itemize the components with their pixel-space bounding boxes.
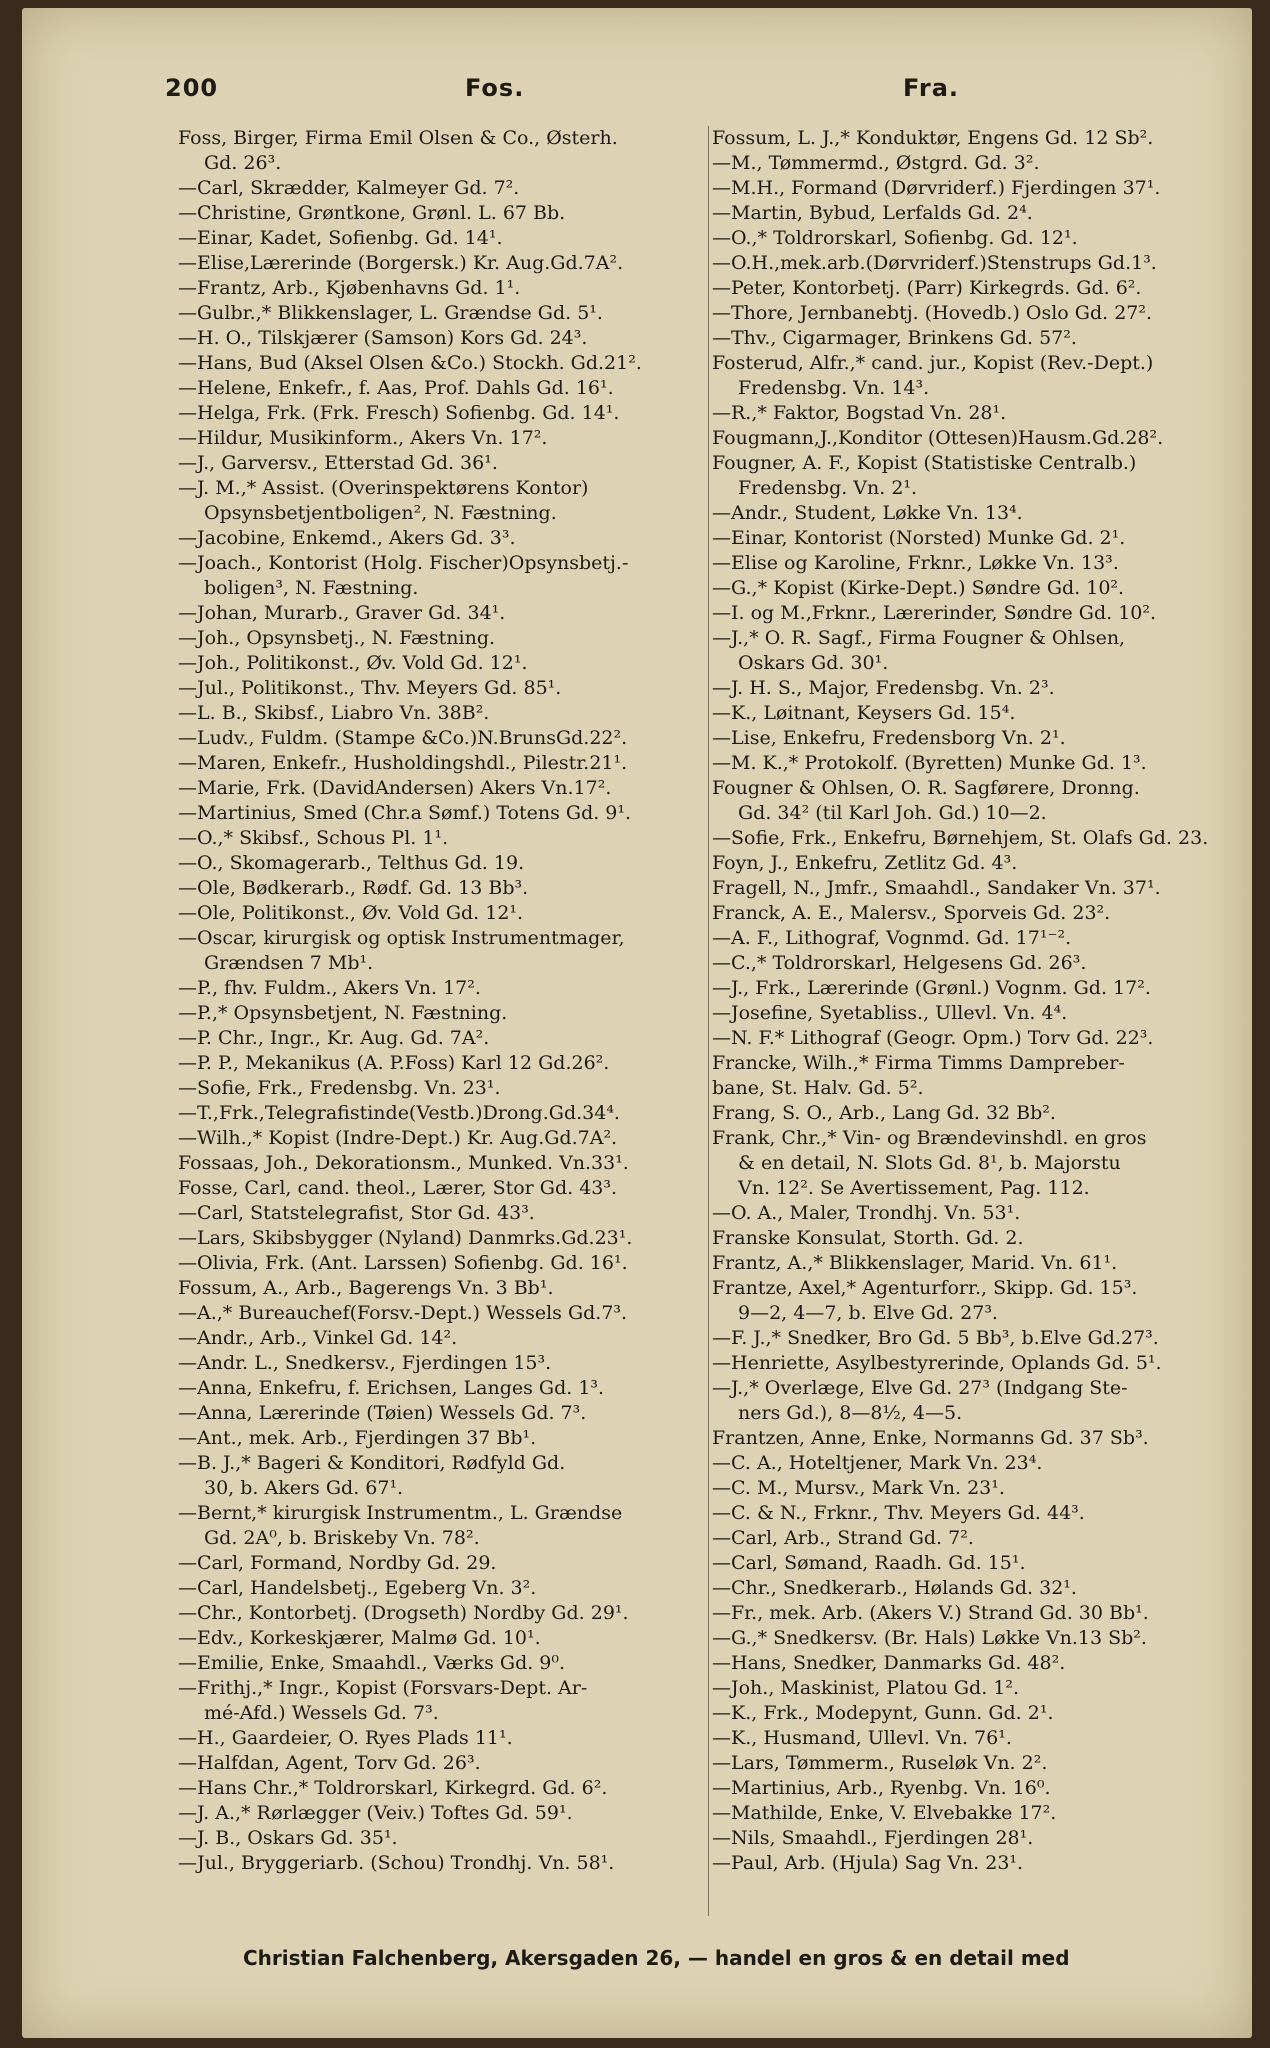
directory-entry-line: Francke, Wilh.,* Firma Timms Dampreber-: [712, 1052, 1125, 1074]
directory-entry-line: —Jul., Bryggeriarb. (Schou) Trondhj. Vn. 58¹.: [178, 1852, 615, 1874]
directory-entry-line: —Olivia, Frk. (Ant. Larssen) Sofienbg. Gd. 16¹.: [178, 1252, 628, 1274]
page-header: [165, 74, 1225, 114]
directory-entry-line: Fragell, N., Jmfr., Smaahdl., Sandaker Vn. 37¹.: [712, 877, 1161, 899]
directory-entry-line: —Johan, Murarb., Graver Gd. 34¹.: [178, 602, 506, 624]
directory-entry-line: —K., Frk., Modepynt, Gunn. Gd. 2¹.: [712, 1702, 1054, 1724]
directory-entry-line: —Jacobine, Enkemd., Akers Gd. 3³.: [178, 527, 516, 549]
directory-entry-line: —O.H.,mek.arb.(Dørvriderf.)Stenstrups Gd.1³.: [712, 252, 1157, 274]
directory-entry-line: —Ant., mek. Arb., Fjerdingen 37 Bb¹.: [178, 1427, 537, 1449]
directory-entry-line: —Edv., Korkeskjærer, Malmø Gd. 10¹.: [178, 1627, 541, 1649]
directory-entry-line: —Joach., Kontorist (Holg. Fischer)Opsynsbetj.-: [178, 552, 629, 574]
directory-entry-line: —Bernt,* kirurgisk Instrumentm., L. Grændse: [178, 1502, 623, 1524]
page-number: 200: [165, 74, 219, 102]
directory-entry-line: —L. B., Skibsf., Liabro Vn. 38B².: [178, 702, 490, 724]
directory-entry-line: —Martinius, Arb., Ryenbg. Vn. 16⁰.: [712, 1777, 1051, 1799]
directory-entry-line: —G.,* Kopist (Kirke-Dept.) Søndre Gd. 10².: [712, 577, 1125, 599]
directory-entry-line: —R.,* Faktor, Bogstad Vn. 28¹.: [712, 402, 1007, 424]
directory-entry-line: Foss, Birger, Firma Emil Olsen & Co., Østerh.: [178, 127, 618, 149]
directory-entry-line: —C.,* Toldrorskarl, Helgesens Gd. 26³.: [712, 952, 1087, 974]
directory-entry-line: Franck, A. E., Malersv., Sporveis Gd. 23².: [712, 902, 1111, 924]
directory-entry-line: Fossum, A., Arb., Bagerengs Vn. 3 Bb¹.: [178, 1277, 554, 1299]
directory-entry-line: & en detail, N. Slots Gd. 8¹, b. Majorstu: [738, 1152, 1121, 1174]
directory-entry-line: bane, St. Halv. Gd. 5².: [712, 1077, 924, 1099]
directory-entry-line: —Frithj.,* Ingr., Kopist (Forsvars-Dept. Ar-: [178, 1677, 588, 1699]
directory-entry-line: Oskars Gd. 30¹.: [738, 652, 889, 674]
directory-entry-line: —P. Chr., Ingr., Kr. Aug. Gd. 7A².: [178, 1027, 490, 1049]
directory-entry-line: —O., Skomagerarb., Telthus Gd. 19.: [178, 852, 525, 874]
directory-entry-line: —P., fhv. Fuldm., Akers Vn. 17².: [178, 977, 481, 999]
directory-entry-line: 9—2, 4—7, b. Elve Gd. 27³.: [738, 1302, 998, 1324]
directory-entry-line: —Henriette, Asylbestyrerinde, Oplands Gd. 5¹.: [712, 1352, 1162, 1374]
directory-entry-line: Fosse, Carl, cand. theol., Lærer, Stor Gd. 43³.: [178, 1177, 618, 1199]
directory-entry-line: —B. J.,* Bageri & Konditori, Rødfyld Gd.: [178, 1452, 566, 1474]
directory-entry-line: —Einar, Kontorist (Norsted) Munke Gd. 2¹.: [712, 527, 1126, 549]
directory-entry-line: —Chr., Snedkerarb., Hølands Gd. 32¹.: [712, 1577, 1077, 1599]
directory-entry-line: —C. M., Mursv., Mark Vn. 23¹.: [712, 1477, 1005, 1499]
directory-entry-line: —T.,Frk.,Telegrafistinde(Vestb.)Drong.Gd.34⁴.: [178, 1102, 620, 1124]
directory-entry-line: —Carl, Skrædder, Kalmeyer Gd. 7².: [178, 177, 520, 199]
directory-entry-line: —J. M.,* Assist. (Overinspektørens Kontor): [178, 477, 589, 499]
directory-entry-line: —Carl, Sømand, Raadh. Gd. 15¹.: [712, 1552, 1026, 1574]
directory-entry-line: —J., Frk., Lærerinde (Grønl.) Vognm. Gd. 17².: [712, 977, 1151, 999]
directory-entry-line: —Halfdan, Agent, Torv Gd. 26³.: [178, 1752, 481, 1774]
directory-entry-line: —J.,* Overlæge, Elve Gd. 27³ (Indgang Ste-: [712, 1377, 1128, 1399]
directory-entry-line: —Carl, Statstelegrafist, Stor Gd. 43³.: [178, 1202, 535, 1224]
directory-entry-line: —M.H., Formand (Dørvriderf.) Fjerdingen 37¹.: [712, 177, 1161, 199]
directory-entry-line: —Lars, Skibsbygger (Nyland) Danmrks.Gd.23¹.: [178, 1227, 633, 1249]
directory-entry-line: —Carl, Formand, Nordby Gd. 29.: [178, 1552, 497, 1574]
directory-entry-line: —J. H. S., Major, Fredensbg. Vn. 2³.: [712, 677, 1055, 699]
directory-entry-line: —Peter, Kontorbetj. (Parr) Kirkegrds. Gd. 6².: [712, 277, 1142, 299]
directory-entry-line: —Hans, Snedker, Danmarks Gd. 48².: [712, 1652, 1066, 1674]
directory-entry-line: —Thv., Cigarmager, Brinkens Gd. 57².: [712, 327, 1077, 349]
directory-entry-line: —M., Tømmermd., Østgrd. Gd. 3².: [712, 152, 1040, 174]
directory-entry-line: —Anna, Lærerinde (Tøien) Wessels Gd. 7³.: [178, 1402, 587, 1424]
directory-entry-line: —Sofie, Frk., Enkefru, Børnehjem, St. Olafs Gd. 23.: [712, 827, 1209, 849]
directory-entry-line: —Lars, Tømmerm., Ruseløk Vn. 2².: [712, 1752, 1048, 1774]
directory-entry-line: —Andr., Arb., Vinkel Gd. 14².: [178, 1327, 458, 1349]
directory-entry-line: —P. P., Mekanikus (A. P.Foss) Karl 12 Gd.26².: [178, 1052, 610, 1074]
directory-entry-line: —Anna, Enkefru, f. Erichsen, Langes Gd. 1³.: [178, 1377, 605, 1399]
directory-entry-line: —Emilie, Enke, Smaahdl., Værks Gd. 9⁰.: [178, 1652, 566, 1674]
directory-entry-line: —Wilh.,* Kopist (Indre-Dept.) Kr. Aug.Gd.7A².: [178, 1127, 618, 1149]
directory-entry-line: Fredensbg. Vn. 2¹.: [738, 477, 918, 499]
directory-entry-line: —Carl, Arb., Strand Gd. 7².: [712, 1527, 974, 1549]
directory-entry-line: —A.,* Bureauchef(Forsv.-Dept.) Wessels Gd.7³.: [178, 1302, 628, 1324]
directory-entry-line: —Carl, Handelsbetj., Egeberg Vn. 3².: [178, 1577, 537, 1599]
directory-entry-line: Opsynsbetjentboligen², N. Fæstning.: [204, 502, 557, 524]
directory-entry-line: —M. K.,* Protokolf. (Byretten) Munke Gd. 1³.: [712, 752, 1147, 774]
directory-entry-line: —Marie, Frk. (DavidAndersen) Akers Vn.17².: [178, 777, 612, 799]
running-head-right: Fra.: [903, 74, 960, 102]
directory-entry-line: —Oscar, kirurgisk og optisk Instrumentmager,: [178, 927, 625, 949]
directory-entry-line: —K., Løitnant, Keysers Gd. 15⁴.: [712, 702, 1016, 724]
directory-entry-line: —Elise og Karoline, Frknr., Løkke Vn. 13³.: [712, 552, 1119, 574]
directory-entry-line: —C. & N., Frknr., Thv. Meyers Gd. 44³.: [712, 1502, 1085, 1524]
directory-entry-line: Foyn, J., Enkefru, Zetlitz Gd. 4³.: [712, 852, 1018, 874]
directory-entry-line: —J., Garversv., Etterstad Gd. 36¹.: [178, 452, 498, 474]
directory-entry-line: —Helga, Frk. (Frk. Fresch) Sofienbg. Gd. 14¹.: [178, 402, 620, 424]
directory-entry-line: Fossaas, Joh., Dekorationsm., Munked. Vn.33¹.: [178, 1152, 629, 1174]
running-head-left: Fos.: [465, 74, 525, 102]
directory-entry-line: —I. og M.,Frknr., Lærerinder, Søndre Gd. 10².: [712, 602, 1157, 624]
directory-entry-line: —Christine, Grøntkone, Grønl. L. 67 Bb.: [178, 202, 566, 224]
directory-entry-line: —Sofie, Frk., Fredensbg. Vn. 23¹.: [178, 1077, 501, 1099]
directory-entry-line: —O.,* Skibsf., Schous Pl. 1¹.: [178, 827, 449, 849]
directory-entry-line: —Joh., Maskinist, Platou Gd. 1².: [712, 1677, 1020, 1699]
right-column: [708, 126, 1227, 1916]
directory-entry-line: —Joh., Opsynsbetj., N. Fæstning.: [178, 627, 496, 649]
directory-entry-line: —J. A.,* Rørlægger (Veiv.) Toftes Gd. 59¹.: [178, 1802, 573, 1824]
directory-entry-line: Fredensbg. Vn. 14³.: [738, 377, 930, 399]
directory-entry-line: —Josefine, Syetabliss., Ullevl. Vn. 4⁴.: [712, 1002, 1068, 1024]
directory-entry-line: —Nils, Smaahdl., Fjerdingen 28¹.: [712, 1827, 1034, 1849]
advertisement-footer: Christian Falchenberg, Akersgaden 26, — handel en gros & en detail med: [243, 1946, 1070, 1970]
directory-entry-line: —Jul., Politikonst., Thv. Meyers Gd. 85¹.: [178, 677, 562, 699]
directory-entry-line: —K., Husmand, Ullevl. Vn. 76¹.: [712, 1727, 1012, 1749]
directory-entry-line: —J. B., Oskars Gd. 35¹.: [178, 1827, 398, 1849]
directory-entry-line: —P.,* Opsynsbetjent, N. Fæstning.: [178, 1002, 508, 1024]
directory-entry-line: 30, b. Akers Gd. 67¹.: [204, 1477, 404, 1499]
directory-entry-line: —F. J.,* Snedker, Bro Gd. 5 Bb³, b.Elve Gd.27³.: [712, 1327, 1159, 1349]
directory-entry-line: —Hans Chr.,* Toldrorskarl, Kirkegrd. Gd. 6².: [178, 1777, 608, 1799]
directory-entry-line: Franske Konsulat, Storth. Gd. 2.: [712, 1227, 1024, 1249]
directory-entry-line: Vn. 12². Se Avertissement, Pag. 112.: [738, 1177, 1090, 1199]
directory-entry-line: —Hans, Bud (Aksel Olsen &Co.) Stockh. Gd.21².: [178, 352, 642, 374]
directory-entry-line: —Helene, Enkefr., f. Aas, Prof. Dahls Gd. 16¹.: [178, 377, 614, 399]
directory-entry-line: —Martinius, Smed (Chr.a Sømf.) Totens Gd. 9¹.: [178, 802, 632, 824]
directory-entry-line: Fougner, A. F., Kopist (Statistiske Centralb.): [712, 452, 1137, 474]
directory-entry-line: —Ole, Bødkerarb., Rødf. Gd. 13 Bb³.: [178, 877, 529, 899]
directory-entry-line: Fosterud, Alfr.,* cand. jur., Kopist (Rev.-Dept.): [712, 352, 1154, 374]
directory-entry-line: Grændsen 7 Mb¹.: [204, 952, 374, 974]
directory-entry-line: Gd. 26³.: [204, 152, 282, 174]
directory-entry-line: —O. A., Maler, Trondhj. Vn. 53¹.: [712, 1202, 1021, 1224]
directory-entry-line: —H., Gaardeier, O. Ryes Plads 11¹.: [178, 1727, 513, 1749]
directory-entry-line: mé-Afd.) Wessels Gd. 7³.: [204, 1702, 439, 1724]
directory-entry-line: —Frantz, Arb., Kjøbenhavns Gd. 1¹.: [178, 277, 521, 299]
directory-entry-line: —Andr. L., Snedkersv., Fjerdingen 15³.: [178, 1352, 552, 1374]
directory-entry-line: —J.,* O. R. Sagf., Firma Fougner & Ohlsen,: [712, 627, 1126, 649]
directory-entry-line: Gd. 2A⁰, b. Briskeby Vn. 78².: [204, 1527, 480, 1549]
directory-entry-line: —Fr., mek. Arb. (Akers V.) Strand Gd. 30 Bb¹.: [712, 1602, 1149, 1624]
directory-entry-line: —Thore, Jernbanebtj. (Hovedb.) Oslo Gd. 27².: [712, 302, 1153, 324]
directory-entry-line: —Maren, Enkefr., Husholdingshdl., Pilestr.21¹.: [178, 752, 628, 774]
directory-entry-line: —G.,* Snedkersv. (Br. Hals) Løkke Vn.13 Sb².: [712, 1627, 1147, 1649]
directory-entry-line: —Elise,Lærerinde (Borgersk.) Kr. Aug.Gd.7A².: [178, 252, 624, 274]
directory-entry-line: Fougmann,J.,Konditor (Ottesen)Hausm.Gd.28².: [712, 427, 1164, 449]
directory-entry-line: —Gulbr.,* Blikkenslager, L. Grændse Gd. 5¹.: [178, 302, 603, 324]
directory-entry-line: —A. F., Lithograf, Vognmd. Gd. 17¹⁻².: [712, 927, 1072, 949]
directory-entry-line: ners Gd.), 8—8½, 4—5.: [738, 1402, 963, 1424]
directory-entry-line: Fossum, L. J.,* Konduktør, Engens Gd. 12 Sb².: [712, 127, 1154, 149]
left-column: [178, 126, 698, 1916]
directory-entry-line: Gd. 34² (til Karl Joh. Gd.) 10—2.: [738, 802, 1047, 824]
directory-entry-line: —Hildur, Musikinform., Akers Vn. 17².: [178, 427, 548, 449]
directory-entry-line: Frantz, A.,* Blikkenslager, Marid. Vn. 61¹.: [712, 1252, 1118, 1274]
directory-entry-line: —Joh., Politikonst., Øv. Vold Gd. 12¹.: [178, 652, 528, 674]
directory-entry-line: Frank, Chr.,* Vin- og Brændevinshdl. en gros: [712, 1127, 1147, 1149]
directory-entry-line: —N. F.* Lithograf (Geogr. Opm.) Torv Gd. 22³.: [712, 1027, 1154, 1049]
directory-entry-line: Frantze, Axel,* Agenturforr., Skipp. Gd. 15³.: [712, 1277, 1138, 1299]
directory-entry-line: —Lise, Enkefru, Fredensborg Vn. 2¹.: [712, 727, 1066, 749]
directory-entry-line: boligen³, N. Fæstning.: [204, 577, 419, 599]
directory-entry-line: —Ole, Politikonst., Øv. Vold Gd. 12¹.: [178, 902, 524, 924]
directory-entry-line: —Chr., Kontorbetj. (Drogseth) Nordby Gd. 29¹.: [178, 1602, 629, 1624]
directory-entry-line: —Ludv., Fuldm. (Stampe &Co.)N.BrunsGd.22².: [178, 727, 628, 749]
directory-entry-line: —C. A., Hoteltjener, Mark Vn. 23⁴.: [712, 1452, 1043, 1474]
directory-entry-line: —Andr., Student, Løkke Vn. 13⁴.: [712, 502, 1023, 524]
directory-entry-line: —Einar, Kadet, Sofienbg. Gd. 14¹.: [178, 227, 503, 249]
directory-entry-line: —Paul, Arb. (Hjula) Sag Vn. 23¹.: [712, 1852, 1024, 1874]
directory-entry-line: Frantzen, Anne, Enke, Normanns Gd. 37 Sb³.: [712, 1427, 1149, 1449]
directory-entry-line: —Martin, Bybud, Lerfalds Gd. 2⁴.: [712, 202, 1033, 224]
directory-entry-line: —H. O., Tilskjærer (Samson) Kors Gd. 24³.: [178, 327, 588, 349]
directory-entry-line: Fougner & Ohlsen, O. R. Sagførere, Dronng.: [712, 777, 1140, 799]
directory-entry-line: —O.,* Toldrorskarl, Sofienbg. Gd. 12¹.: [712, 227, 1078, 249]
directory-entry-line: —Mathilde, Enke, V. Elvebakke 17².: [712, 1802, 1057, 1824]
directory-entry-line: Frang, S. O., Arb., Lang Gd. 32 Bb².: [712, 1102, 1056, 1124]
